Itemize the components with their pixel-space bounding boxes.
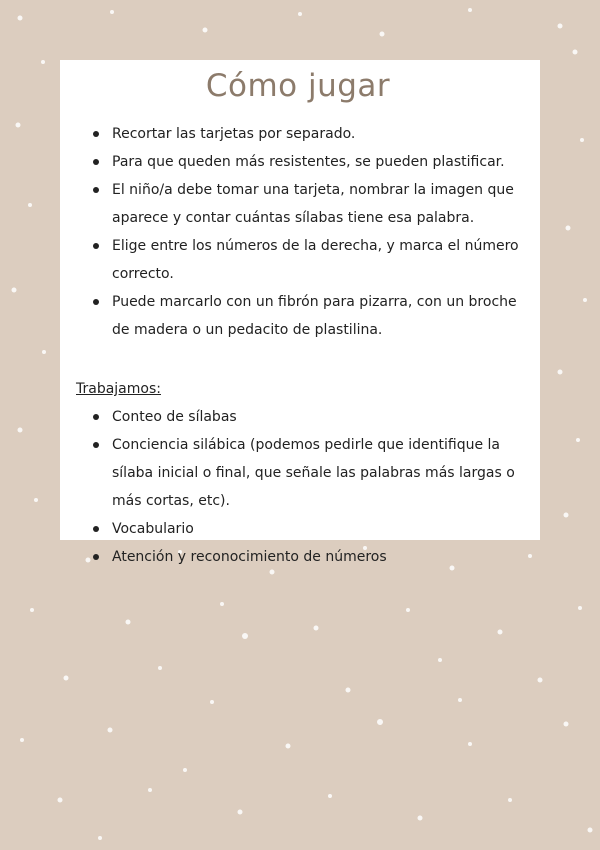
bullet-icon (93, 243, 99, 249)
list-item: Puede marcarlo con un fibrón para pizarra, con un broche de madera o un pedacito de plastilina. (76, 288, 520, 344)
bullet-icon (93, 442, 99, 448)
skills-heading: Trabajamos: (76, 381, 161, 397)
list-item: Conciencia silábica (podemos pedirle que identifique la sílaba inicial o final, que señale las palabras más largas o más cortas, etc). (76, 431, 520, 515)
list-item: Recortar las tarjetas por separado. (76, 120, 520, 148)
list-item: Atención y reconocimiento de números (76, 543, 520, 571)
list-item: Elige entre los números de la derecha, y marca el número correcto. (76, 232, 520, 288)
skills-list (76, 403, 520, 571)
list-item: Conteo de sílabas (76, 403, 520, 431)
bullet-icon (93, 187, 99, 193)
list-item: El niño/a debe tomar una tarjeta, nombrar la imagen que aparece y contar cuántas sílabas tiene esa palabra. (76, 176, 520, 232)
bullet-icon (93, 554, 99, 560)
instructions-card (60, 60, 540, 565)
page-title: Cómo jugar (205, 68, 391, 104)
bullet-icon (93, 131, 99, 137)
instructions-list (76, 120, 520, 344)
bullet-icon (93, 414, 99, 420)
bullet-icon (93, 299, 99, 305)
list-item: Para que queden más resistentes, se pueden plastificar. (76, 148, 520, 176)
bullet-icon (93, 159, 99, 165)
list-item: Vocabulario (76, 515, 520, 543)
bullet-icon (93, 526, 99, 532)
